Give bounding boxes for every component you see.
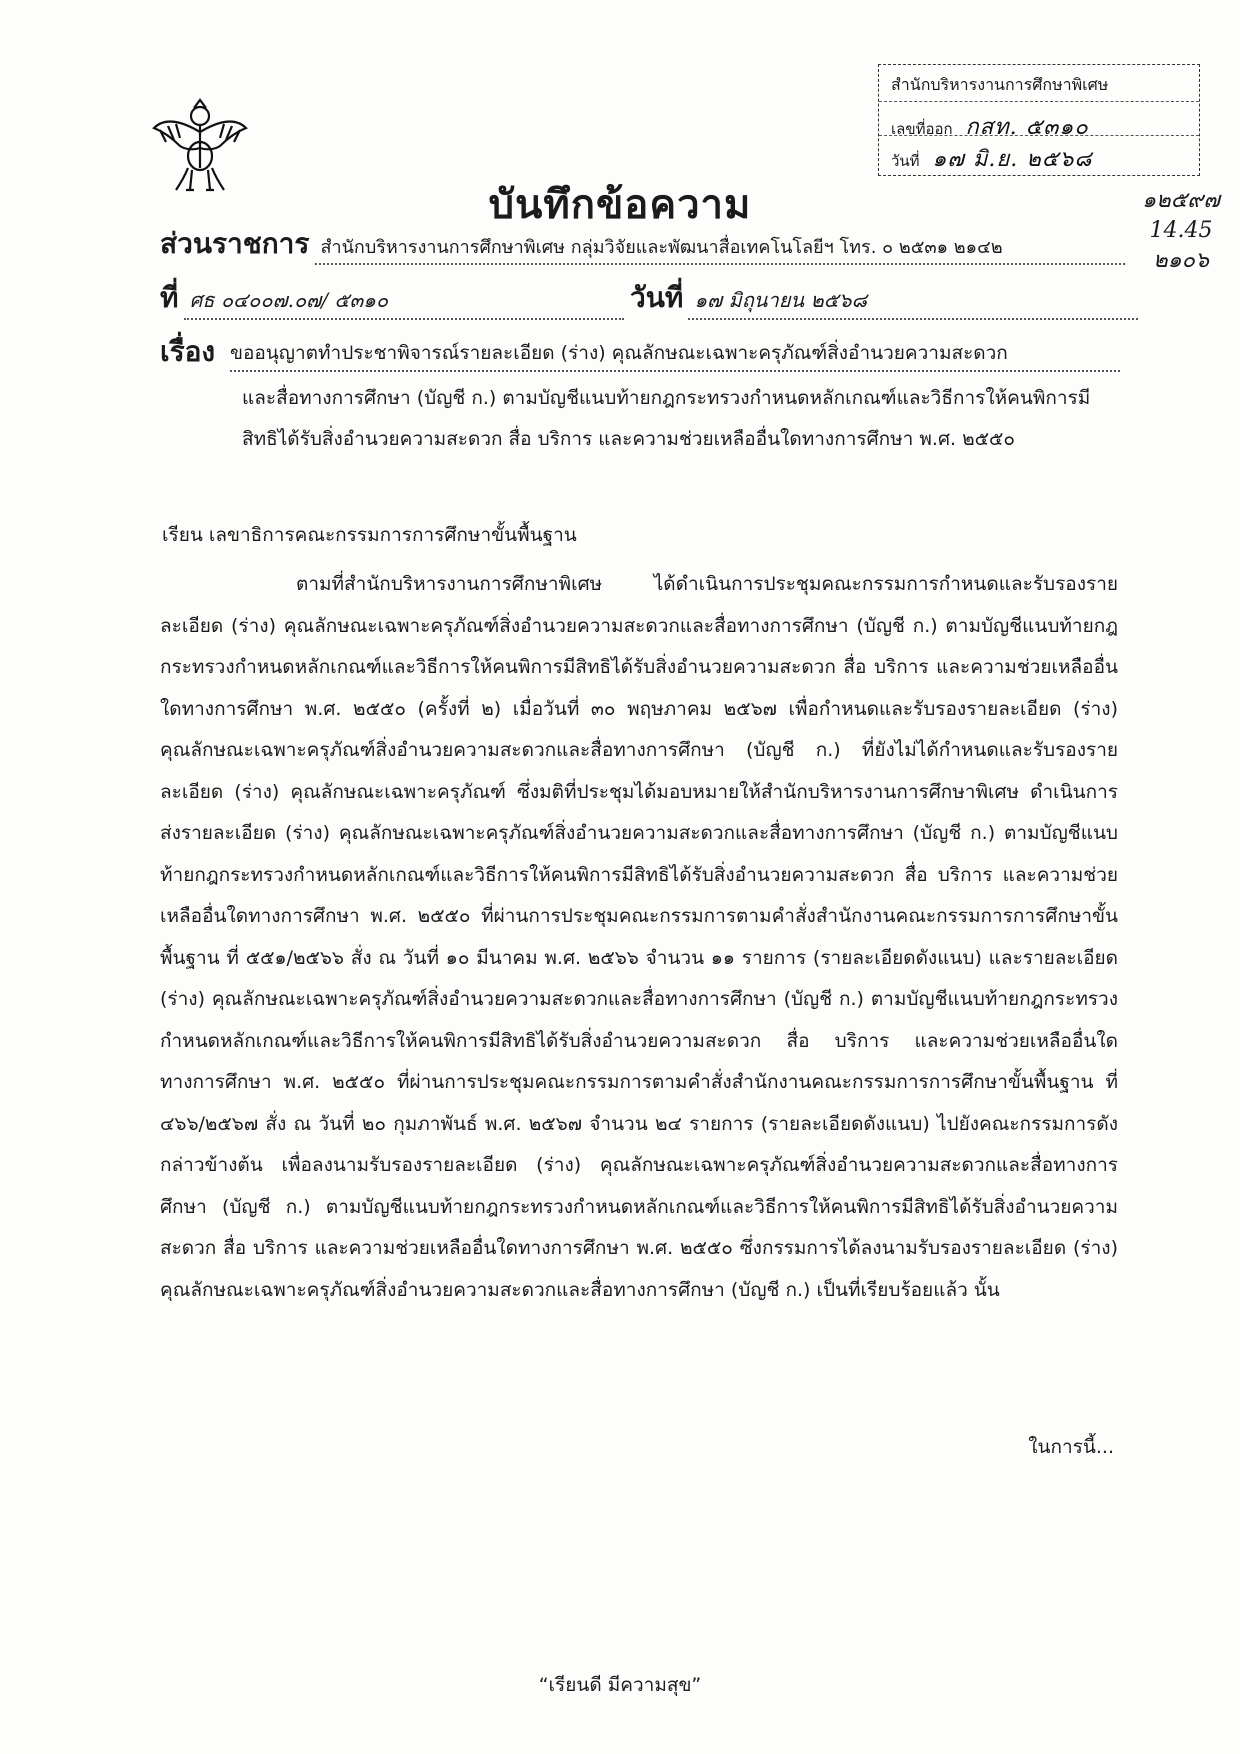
stamp-date-label: วันที่: [891, 152, 920, 170]
page-title: บันทึกข้อความ: [488, 182, 752, 228]
document-date-field: [630, 276, 1138, 320]
document-date-value: ๑๗ มิถุนายน ๒๕๖๘: [688, 284, 1138, 320]
body-paragraph: ตามที่สำนักบริหารงานการศึกษาพิเศษ ได้ดำเนินการประชุมคณะกรรมการกำหนดและรับรองรายละเอียด (ร่าง) คุณลักษณะเฉพาะครุภัณฑ์สิ่งอำนวยความสะดวกและสื่อทางการศึกษา (บัญชี ก.) ตามบัญชีแนบท้ายกฎกระทรวงกำหนดหลักเกณฑ์และวิธีการให้คนพิการมีสิทธิได้รับสิ่งอำนวยความสะดวก สื่อ บริการ และความช่วยเหลืออื่นใดทางการศึกษา พ.ศ. ๒๕๕๐ (ครั้งที่ ๒) เมื่อวันที่ ๓๐ พฤษภาคม ๒๕๖๗ เพื่อกำหนดและรับรองรายละเอียด (ร่าง) คุณลักษณะเฉพาะครุภัณฑ์สิ่งอำนวยความสะดวกและสื่อทางการศึกษา (บัญชี ก.) ที่ยังไม่ได้กำหนดและรับรองรายละเอียด (ร่าง) คุณลักษณะเฉพาะครุภัณฑ์ ซึ่งมติที่ประชุมได้มอบหมายให้สำนักบริหารงานการศึกษาพิเศษ ดำเนินการส่งรายละเอียด (ร่าง) คุณลักษณะเฉพาะครุภัณฑ์สิ่งอำนวยความสะดวกและสื่อทางการศึกษา (บัญชี ก.) ตามบัญชีแนบท้ายกฎกระทรวงกำหนดหลักเกณฑ์และวิธีการให้คนพิการมีสิทธิได้รับสิ่งอำนวยความสะดวก สื่อ บริการ และความช่วยเหลืออื่นใดทางการศึกษา พ.ศ. ๒๕๕๐ ที่ผ่านการประชุมคณะกรรมการตามคำสั่งสำนักงานคณะกรรมการการศึกษาขั้นพื้นฐาน ที่ ๕๕๑/๒๕๖๖ สั่ง ณ วันที่ ๑๐ มีนาคม พ.ศ. ๒๕๖๖ จำนวน ๑๑ รายการ (รายละเอียดดังแนบ) และรายละเอียด (ร่าง) คุณลักษณะเฉพาะครุภัณฑ์สิ่งอำนวยความสะดวกและสื่อทางการศึกษา (บัญชี ก.) ตามบัญชีแนบท้ายกฎกระทรวงกำหนดหลักเกณฑ์และวิธีการให้คนพิการมีสิทธิได้รับสิ่งอำนวยความสะดวก สื่อ บริการ และความช่วยเหลืออื่นใดทางการศึกษา พ.ศ. ๒๕๕๐ ที่ผ่านการประชุมคณะกรรมการตามคำสั่งสำนักงานคณะกรรมการการศึกษาขั้นพื้นฐาน ที่ ๔๖๖/๒๕๖๗ สั่ง ณ วันที่ ๒๐ กุมภาพันธ์ พ.ศ. ๒๕๖๗ จำนวน ๒๔ รายการ (รายละเอียดดังแนบ) ไปยังคณะกรรมการดังกล่าวข้างต้น เพื่อลงนามรับรองรายละเอียด (ร่าง) คุณลักษณะเฉพาะครุภัณฑ์สิ่งอำนวยความสะดวกและสื่อทางการศึกษา (บัญชี ก.) ตามบัญชีแนบท้ายกฎกระทรวงกำหนดหลักเกณฑ์และวิธีการให้คนพิการมีสิทธิได้รับสิ่งอำนวยความสะดวก สื่อ บริการ และความช่วยเหลืออื่นใดทางการศึกษา พ.ศ. ๒๕๕๐ ซึ่งกรรมการได้ลงนามรับรองรายละเอียด (ร่าง) คุณลักษณะเฉพาะครุภัณฑ์สิ่งอำนวยความสะดวกและสื่อทางการศึกษา (บัญชี ก.) เป็นที่เรียบร้อยแล้ว นั้น: [160, 573, 1118, 1301]
stamp-divider: [879, 101, 1199, 102]
receipt-stamp: [878, 64, 1200, 176]
handwritten-note: 14.45: [1149, 218, 1213, 243]
agency-field: [160, 222, 1125, 266]
salutation: เรียน เลขาธิการคณะกรรมการการศึกษาขั้นพื้นฐาน: [162, 524, 577, 546]
document-number-label: ที่: [160, 281, 179, 314]
stamp-date: [891, 141, 1092, 176]
document-number-field: [160, 276, 624, 320]
stamp-receipt-no: [891, 109, 1089, 144]
document-number-value: ศธ ๐๔๐๐๗.๐๗/ ๕๓๑๐: [184, 284, 624, 320]
agency-value: สำนักบริหารงานการศึกษาพิเศษ กลุ่มวิจัยและพัฒนาสื่อเทคโนโลยีฯ โทร. ๐ ๒๕๓๑ ๒๑๔๒: [315, 232, 1125, 265]
agency-label: ส่วนราชการ: [160, 227, 310, 260]
handwritten-note: ๑๒๕๙๗: [1142, 188, 1220, 213]
stamp-date-value: ๑๗ มิ.ย. ๒๕๖๘: [932, 147, 1093, 172]
stamp-title: สำนักบริหารงานการศึกษาพิเศษ: [891, 75, 1109, 94]
stamp-receipt-no-label: เลขที่ออก: [891, 120, 953, 138]
subject-continuation: และสื่อทางการศึกษา (บัญชี ก.) ตามบัญชีแนบท้ายกฎกระทรวงกำหนดหลักเกณฑ์และวิธีการให้คนพิการมีสิทธิได้รับสิ่งอำนวยความสะดวก สื่อ บริการ และความช่วยเหลืออื่นใดทางการศึกษา พ.ศ. ๒๕๕๐: [242, 387, 1091, 450]
continued-marker: ในการนี้...: [1028, 1436, 1114, 1458]
document-date-label: วันที่: [630, 281, 684, 314]
closing-slogan: “เรียนดี มีความสุข”: [538, 1674, 702, 1696]
subject-field: [160, 330, 1120, 460]
subject-first-line: ขออนุญาตทำประชาพิจารณ์รายละเอียด (ร่าง) คุณลักษณะเฉพาะครุภัณฑ์สิ่งอำนวยความสะดวก: [230, 330, 1120, 372]
stamp-divider: [879, 135, 1199, 136]
handwritten-note: ๒๑๐๖: [1153, 248, 1209, 273]
stamp-receipt-no-value: กสท. ๕๓๑๐: [965, 115, 1089, 140]
subject-label: เรื่อง: [160, 335, 216, 368]
